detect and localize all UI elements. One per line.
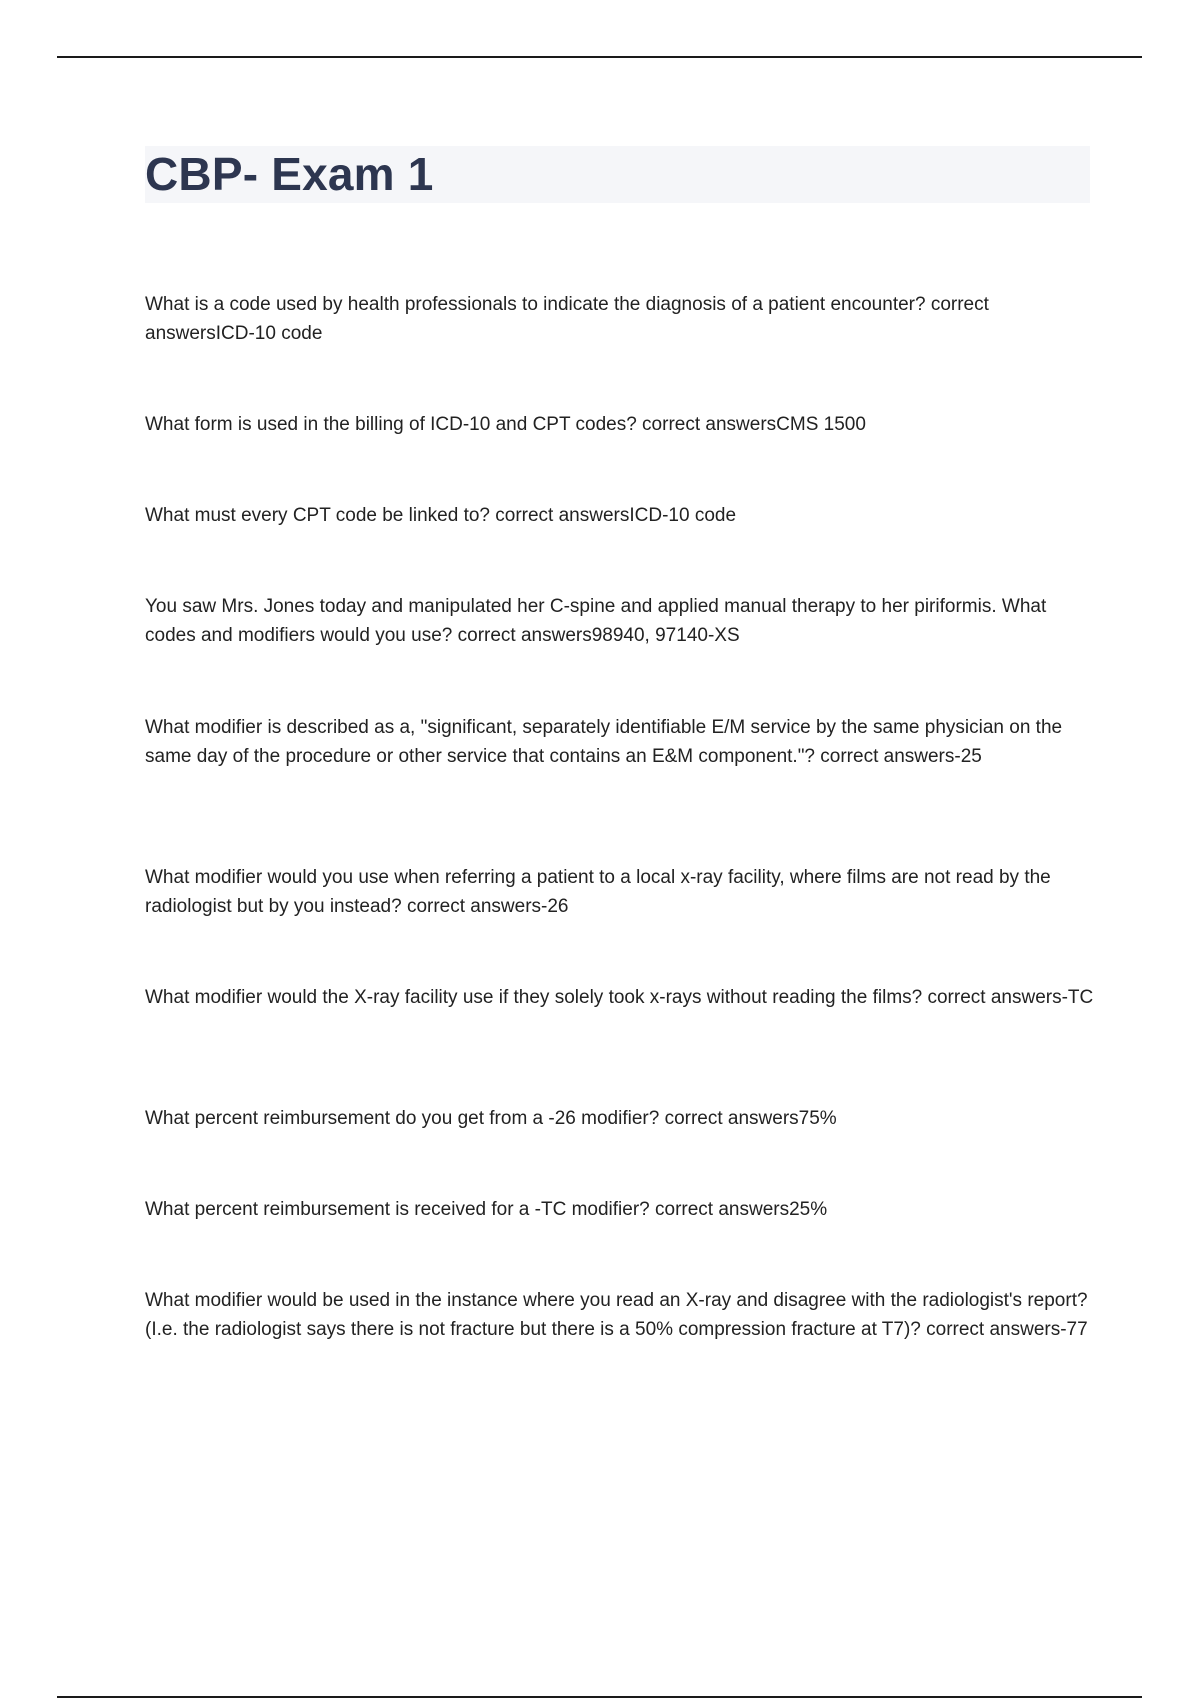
qa-item: What form is used in the billing of ICD-10 and CPT codes? correct answersCMS 1500 [145,414,866,435]
qa-item: You saw Mrs. Jones today and manipulated her C-spine and applied manual therapy to her piriformis. What codes and modifiers would you use? correct answers98940, 97140-XS [145,596,1047,646]
qa-item: What percent reimbursement do you get from a -26 modifier? correct answers75% [145,1108,837,1129]
qa-item: What percent reimbursement is received for a -TC modifier? correct answers25% [145,1199,828,1220]
page-title: CBP- Exam 1 [145,148,434,200]
qa-item: What is a code used by health professionals to indicate the diagnosis of a patient encounter? correct answersICD-10 code [145,294,989,344]
qa-item: What modifier would the X-ray facility use if they solely took x-rays without reading the films? correct answers-TC [145,987,1094,1008]
top-rule [57,56,1142,58]
title-band [145,146,1090,203]
bottom-rule [57,1696,1142,1698]
qa-item: What must every CPT code be linked to? correct answersICD-10 code [145,505,737,526]
qa-item: What modifier would you use when referring a patient to a local x-ray facility, where films are not read by the radiologist but by you instead? correct answers-26 [145,867,1051,917]
qa-item: What modifier is described as a, "significant, separately identifiable E/M service by the same physician on the same day of the procedure or other service that contains an E&M component."? correct answers-25 [145,717,1063,767]
qa-item: What modifier would be used in the instance where you read an X-ray and disagree with the radiologist's report? (I.e. the radiologist says there is not fracture but there is a 50% compression fracture at T7)? correct answers-77 [145,1290,1088,1340]
